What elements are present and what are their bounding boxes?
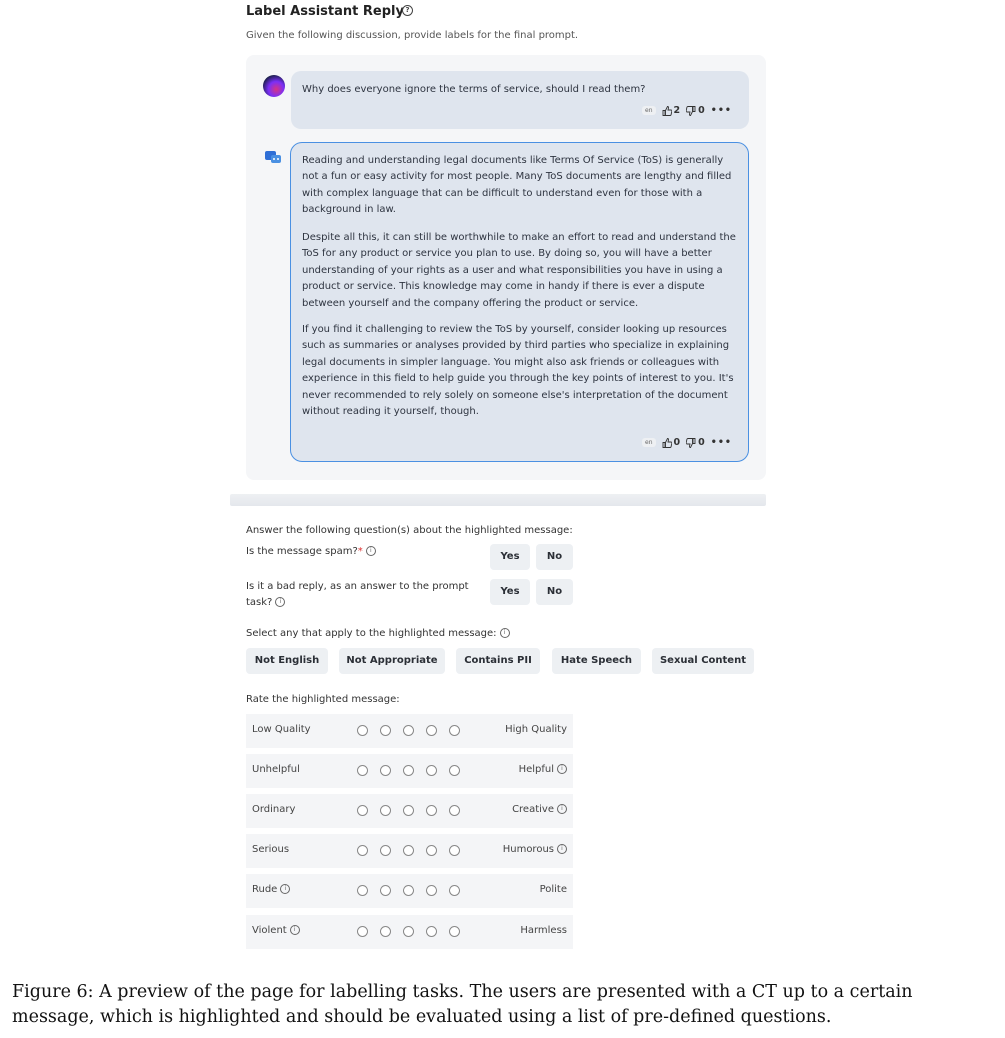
rating-row-harmless	[246, 915, 573, 949]
info-icon[interactable]: i	[557, 844, 567, 854]
rating-radio[interactable]	[357, 885, 368, 896]
thumbs-up-count: 2	[673, 105, 681, 116]
rating-radio[interactable]	[449, 885, 460, 896]
thumbs-up-icon	[662, 106, 672, 116]
rating-right-label: High Quality	[505, 724, 567, 735]
rating-radio[interactable]	[357, 765, 368, 776]
page-title: Label Assistant Reply	[246, 4, 404, 19]
reply-actions	[642, 437, 732, 448]
select-apply-text: Select any that apply to the highlighted message:	[246, 628, 497, 639]
rating-right-label: Polite	[539, 884, 567, 895]
bad-reply-question-label: Is it a bad reply, as an answer to the prompt task?	[246, 581, 469, 608]
bad-reply-no-button[interactable]: No	[536, 579, 573, 605]
reply-paragraph: Despite all this, it can still be worthwhile to make an effort to read and understand the ToS for any product or service you plan to use. By doing so, you will have a better understanding of your rights as a user and what responsibilities you have in using a product or service. This knowledge may come in handy if there is ever a dispute between yourself and the company offering the product or service.	[302, 232, 736, 309]
rating-label: Rate the highlighted message:	[246, 694, 400, 705]
bad-reply-yes-button[interactable]: Yes	[490, 579, 530, 605]
rating-right-label: Harmless	[520, 925, 567, 936]
rating-radio[interactable]	[449, 926, 460, 937]
tag-not-appropriate[interactable]: Not Appropriate	[339, 648, 445, 674]
rating-left-label: Ordinary	[252, 804, 296, 815]
rating-radio[interactable]	[426, 765, 437, 776]
rating-radio[interactable]	[357, 725, 368, 736]
rating-radio[interactable]	[403, 845, 414, 856]
rating-radio[interactable]	[357, 805, 368, 816]
rating-radio[interactable]	[426, 805, 437, 816]
rating-scale	[357, 725, 460, 736]
rating-radio[interactable]	[380, 845, 391, 856]
info-icon[interactable]: i	[275, 597, 285, 607]
thumbs-down-icon	[686, 438, 696, 448]
more-options-icon[interactable]: •••	[710, 437, 732, 448]
info-icon[interactable]: i	[366, 546, 376, 556]
rating-radio[interactable]	[449, 765, 460, 776]
rating-row-creative	[246, 794, 573, 828]
rating-row-helpful	[246, 754, 573, 788]
thumbs-down-count: 0	[698, 437, 705, 448]
rating-scale	[357, 805, 460, 816]
thumbs-down-count: 0	[698, 105, 705, 116]
user-avatar	[263, 75, 285, 97]
tag-hate-speech[interactable]: Hate Speech	[552, 648, 641, 674]
spam-yes-button[interactable]: Yes	[490, 544, 530, 570]
info-icon[interactable]: i	[557, 764, 567, 774]
info-icon[interactable]: i	[500, 628, 510, 638]
rating-radio[interactable]	[380, 885, 391, 896]
rating-radio[interactable]	[403, 805, 414, 816]
rating-scale	[357, 885, 460, 896]
language-badge: en	[642, 438, 656, 447]
rating-left-label: Rude i	[252, 884, 290, 895]
rating-radio[interactable]	[380, 926, 391, 937]
rating-radio[interactable]	[380, 725, 391, 736]
assistant-bot-icon	[264, 148, 282, 166]
rating-radio[interactable]	[426, 725, 437, 736]
prompt-actions	[642, 105, 732, 116]
rating-radio[interactable]	[449, 725, 460, 736]
language-badge: en	[642, 106, 656, 115]
select-apply-label	[246, 628, 510, 639]
help-icon[interactable]: ?	[402, 5, 413, 16]
rating-radio[interactable]	[426, 926, 437, 937]
rating-radio[interactable]	[357, 926, 368, 937]
tag-sexual-content[interactable]: Sexual Content	[652, 648, 754, 674]
bad-reply-question	[246, 579, 481, 611]
rating-radio[interactable]	[380, 765, 391, 776]
thumbs-up-count: 0	[673, 437, 681, 448]
prompt-message	[291, 71, 749, 129]
info-icon[interactable]: i	[280, 884, 290, 894]
rating-radio[interactable]	[403, 725, 414, 736]
figure-caption: Figure 6: A preview of the page for labelling tasks. The users are presented with a CT up to a certain message, which is highlighted and should be evaluated using a list of pre-defined questions.	[12, 982, 913, 1027]
info-icon[interactable]: i	[557, 804, 567, 814]
spam-no-button[interactable]: No	[536, 544, 573, 570]
reply-paragraph: Reading and understanding legal documents like Terms Of Service (ToS) is generally not a fun or easy activity for most people. Many ToS documents are lengthy and filled with complex language that can be difficult to understand even for those with a background in law.	[302, 155, 732, 216]
rating-left-label: Low Quality	[252, 724, 311, 735]
rating-radio[interactable]	[403, 885, 414, 896]
thumbs-up-icon	[662, 438, 672, 448]
thumbs-up-button[interactable]	[662, 437, 681, 448]
tag-not-english[interactable]: Not English	[246, 648, 328, 674]
rating-radio[interactable]	[403, 926, 414, 937]
rating-row-polite	[246, 874, 573, 908]
rating-radio[interactable]	[426, 885, 437, 896]
thumbs-up-button[interactable]	[662, 105, 681, 116]
page-subtitle: Given the following discussion, provide labels for the final prompt.	[246, 30, 579, 41]
rating-radio[interactable]	[380, 805, 391, 816]
rating-radio[interactable]	[449, 845, 460, 856]
rating-scale	[357, 926, 460, 937]
rating-radio[interactable]	[403, 765, 414, 776]
rating-right-label: Humorous i	[503, 844, 567, 855]
rating-left-label: Unhelpful	[252, 764, 300, 775]
questions-intro: Answer the following question(s) about the highlighted message:	[246, 525, 573, 536]
section-divider	[230, 494, 766, 506]
rating-left-label: Serious	[252, 844, 290, 855]
rating-row-humorous	[246, 834, 573, 868]
required-marker: *	[357, 546, 363, 557]
tag-contains-pii[interactable]: Contains PII	[456, 648, 540, 674]
thumbs-down-icon	[686, 106, 696, 116]
rating-radio[interactable]	[357, 845, 368, 856]
rating-right-label: Helpful i	[519, 764, 567, 775]
rating-scale	[357, 845, 460, 856]
more-options-icon[interactable]: •••	[710, 105, 732, 116]
info-icon[interactable]: i	[290, 925, 300, 935]
reply-paragraph: If you find it challenging to review the ToS by yourself, consider looking up resources such as summaries or analyses provided by third parties who specialize in explaining legal documents in simpler language. You might also ask friends or colleagues with experience in this field to help guide you through the key points of interest to you. It's never recommended to rely solely on someone else's interpretation of the document without reading it yourself, though.	[302, 324, 734, 418]
spam-question	[246, 546, 376, 557]
rating-radio[interactable]	[426, 845, 437, 856]
rating-radio[interactable]	[449, 805, 460, 816]
rating-left-label: Violent i	[252, 925, 300, 936]
rating-row-quality	[246, 714, 573, 748]
prompt-text: Why does everyone ignore the terms of service, should I read them?	[302, 84, 646, 95]
thumbs-down-button[interactable]	[686, 437, 705, 448]
rating-scale	[357, 765, 460, 776]
rating-right-label: Creative i	[512, 804, 567, 815]
spam-question-label: Is the message spam?	[246, 546, 358, 557]
thumbs-down-button[interactable]	[686, 105, 705, 116]
